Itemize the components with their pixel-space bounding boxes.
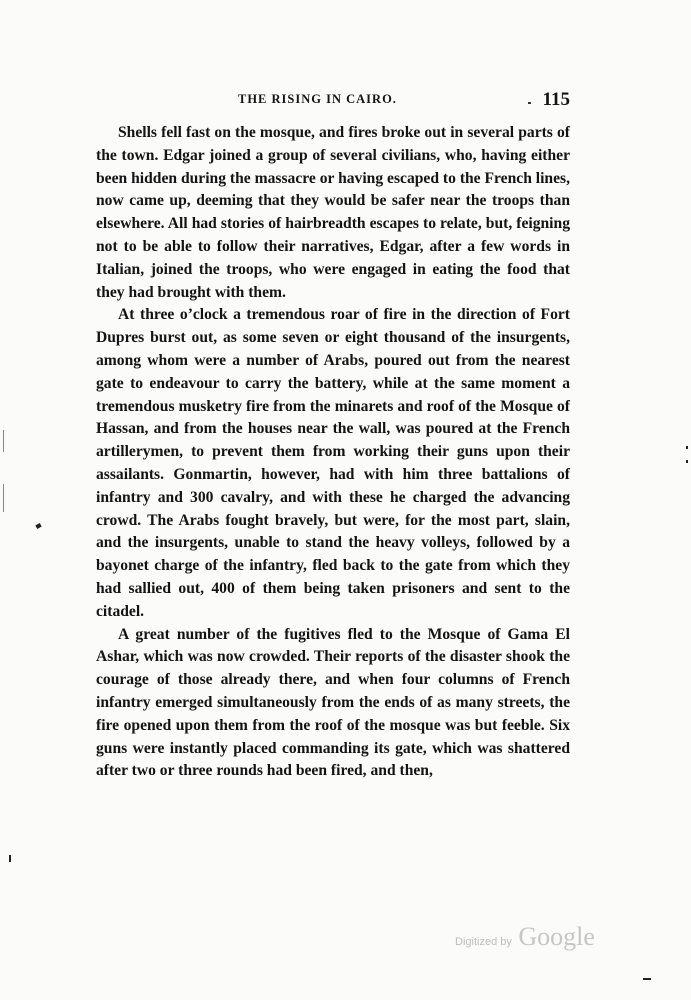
paragraph-1: Shells fell fast on the mosque, and fires broke out in several parts of the town. Edgar joined a group of several civilians, who, having either been hidden during the massacre or having escaped to the French lines, now came up, deeming that they would be safer near the troops than elsewhere. All had stories of hairbreadth escapes to relate, but, feigning not to be able to follow their narratives, Edgar, after a few words in Italian, joined the troops, who were engaged in eating the food that they had brought with them. [96, 124, 570, 301]
google-watermark [455, 922, 595, 952]
paragraph-2: At three o’clock a tremendous roar of fire in the direction of Fort Dupres burst out, as some seven or eight thousand of the insurgents, among whom were a number of Arabs, poured out from the nearest gate to endeavour to carry the battery, while at the same moment a tremendous musketry fire from the minarets and roof of the Mosque of Hassan, and from the houses near the wall, was poured at the French artillerymen, to prevent them from working their guns upon their assailants. Gonmartin, however, had with him three battalions of infantry and 300 cavalry, and with these he charged the advancing crowd. The Arabs fought bravely, but were, for the most part, slain, and the insurgents, unable to stand the heavy volleys, followed by a bayonet charge of the infantry, fled back to the gate from which they had sallied out, 400 of them being taken prisoners and sent to the citadel. [96, 306, 570, 620]
margin-speck [643, 978, 651, 980]
margin-speck [686, 446, 688, 449]
margin-speck [3, 430, 4, 452]
margin-speck [686, 460, 688, 463]
page-header [98, 89, 570, 113]
page-number: 115 [542, 89, 570, 110]
margin-speck [35, 523, 41, 529]
watermark-prefix: Digitized by [455, 936, 512, 948]
header-dot [528, 102, 531, 104]
margin-speck [9, 855, 11, 862]
body-text [96, 122, 570, 783]
margin-speck [3, 484, 4, 512]
paragraph-3: A great number of the fugitives fled to the Mosque of Gama El Ashar, which was now crowded. Their reports of the disaster shook the courage of those already there, and when four columns of French infantry emerged simultaneously from the ends of as many streets, the fire opened upon them from the roof of the mosque was but feeble. Six guns were instantly placed commanding its gate, which was shattered after two or three rounds had been fired, and then, [96, 625, 570, 780]
google-logo: Google [518, 922, 595, 951]
running-title: THE RISING IN CAIRO. [238, 92, 397, 106]
